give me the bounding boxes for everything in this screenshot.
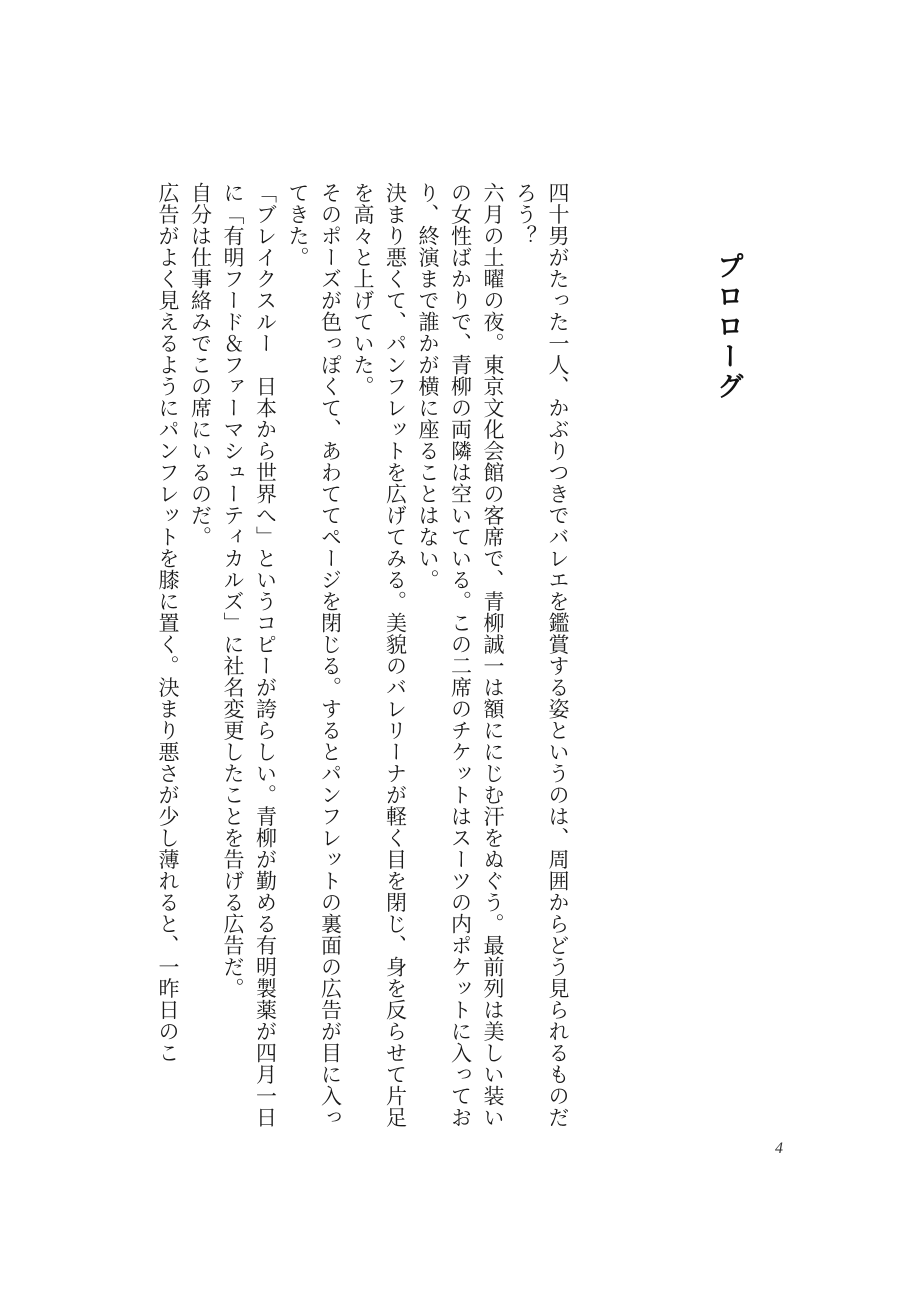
paragraph-1: 四十男がたった一人、かぶりつきでバレエを鑑賞する姿というのは、周囲からどう見られるものだろう？	[513, 182, 570, 1128]
paragraph-6: 自分は仕事絡みでこの席にいるのだ。	[188, 182, 213, 548]
paragraph-4: そのポーズが色っぽくて、あわててページを閉じる。するとパンフレットの裏面の広告が目に入ってきた。	[286, 182, 343, 1128]
chapter-title: プロローグ	[712, 252, 743, 402]
paragraph-5: 「ブレイクスルー 日本から世界へ」というコピーが誇らしい。青柳が勤める有明製薬が四月一日に「有明フード＆ファーマシューティカルズ」に社名変更したことを告げる広告だ。	[221, 182, 278, 1128]
paragraph-7: 広告がよく見えるようにパンフレットを膝に置く。決まり悪さが少し薄れると、一昨日のこ	[156, 182, 180, 1064]
body-text	[152, 182, 575, 1142]
paragraph-3: 決まり悪くて、パンフレットを広げてみる。美貌のバレリーナが軽く目を閉じ、身を反らせて片足を高々と上げていた。	[351, 182, 408, 1128]
paragraph-2: 六月の土曜の夜。東京文化会館の客席で、青柳誠一は額ににじむ汗をぬぐう。最前列は美しい装いの女性ばかりで、青柳の両隣は空いている。この二席のチケットはスーツの内ポケットに入っており、終演まで誰かが横に座ることはない。	[416, 182, 505, 1128]
page-number: 4	[775, 1140, 783, 1157]
